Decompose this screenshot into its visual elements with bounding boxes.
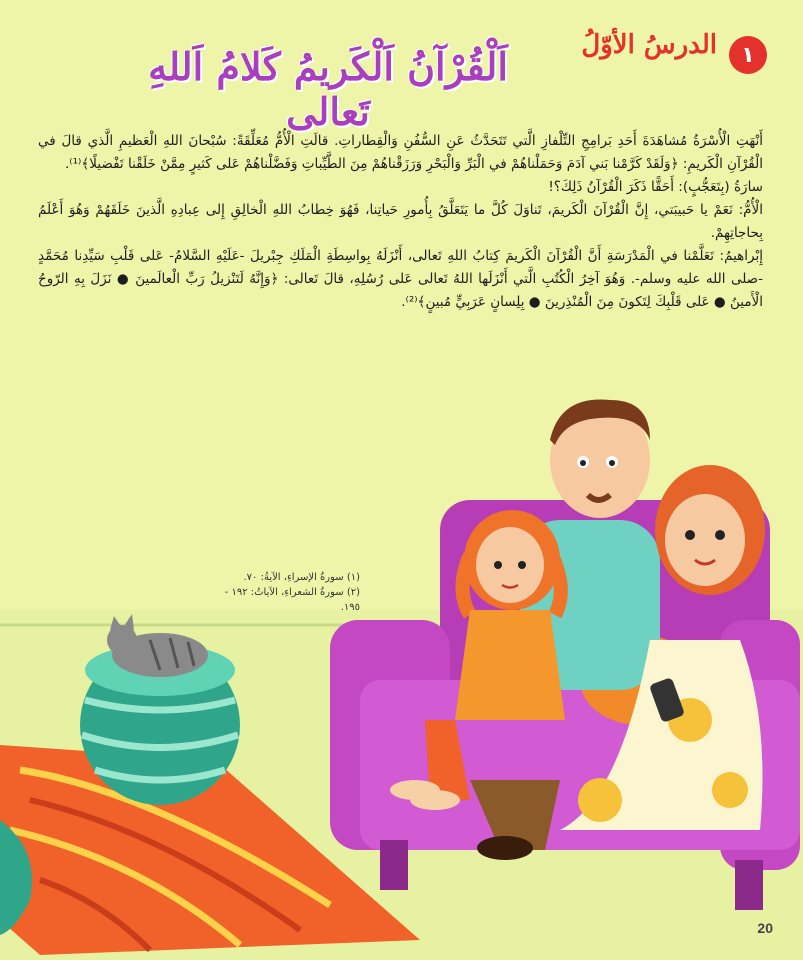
paragraph-mother: الْأُمُّ: نَعَمْ يا حَبيبَتي، إِنَّ الْقُرْآنَ الْكَريمَ، تَناوَلَ كُلَّ ما يَتَعَلَّقُ بِأُمورِ حَياتِنا، فَهُوَ خِطابُ اللهِ الْخالِقِ إِلى عِبادِهِ الَّذينَ خَلَقَهُمْ وَهُوَ أَعْلَمُ بِحاجاتِهِمْ. [38, 202, 763, 241]
page-number: 20 [757, 920, 773, 936]
page-title: اَلْقُرْآنُ اَلْكَريمُ كَلامُ اَللهِ تَعالى [148, 44, 508, 134]
lesson-number-badge: ١ [729, 36, 767, 74]
footnote-2: (٢) سورةُ الشعراءِ، الآياتُ: ١٩٢ - ١٩٥. [224, 587, 360, 613]
lesson-label: الدرسُ الأوّلُ [581, 30, 717, 60]
footnote-1: (١) سورةُ الإسراءِ، الآيةُ: ٧٠. [243, 572, 360, 583]
paragraph-sara: سارَةُ (بِتَعَجُّبٍ): أَحَقًّا ذَكَرَ الْقُرْآنُ ذَلِكَ؟! [548, 179, 763, 195]
lesson-text [38, 130, 763, 314]
paragraph-intro: أَنْهَتِ الْأُسْرَةُ مُشاهَدَةَ أَحَدِ بَرامِجِ التِّلْفازِ الَّتي تَتَحَدَّثُ عَنِ السُّفُنِ وَالْقِطاراتِ. قالَتِ الْأُمُّ مُعَلِّقَةً: سُبْحانَ اللهِ الْعَظيمِ الَّذي قالَ في الْقُرْآنِ الْكَريمِ: ﴿وَلَقَدْ كَرَّمْنا بَني آدَمَ وَحَمَلْناهُمْ في الْبَرِّ وَالْبَحْرِ وَرَزَقْناهُمْ مِنَ الطَّيِّباتِ وَفَضَّلْناهُمْ عَلى كَثيرٍ مِمَّنْ خَلَقْنا تَفْضيلًا﴾⁽¹⁾. [38, 133, 763, 172]
paragraph-ibrahim: إِبْراهيمُ: تَعَلَّمْنا في الْمَدْرَسَةِ أَنَّ الْقُرْآنَ الْكَريمَ كِتابُ اللهِ تَعالى، أَنْزَلَهُ بِواسِطَةِ الْمَلَكِ جِبْريلَ -عَلَيْهِ السَّلامُ- عَلى قَلْبِ سَيِّدِنا مُحَمَّدٍ -صلى الله عليه وسلم-. وَهُوَ آخِرُ الْكُتُبِ الَّتي أَنْزَلَها اللهُ تَعالى عَلى رُسُلِهِ، قالَ تَعالى: ﴿وَإِنَّهُ لَتَنْزيلُ رَبِّ الْعالَمينَ ● نَزَلَ بِهِ الرّوحُ الْأَمينُ ● عَلى قَلْبِكَ لِتَكونَ مِنَ الْمُنْذِرينَ ● بِلِسانٍ عَرَبِيٍّ مُبينٍ﴾⁽²⁾. [38, 248, 763, 310]
footnotes [210, 570, 360, 615]
